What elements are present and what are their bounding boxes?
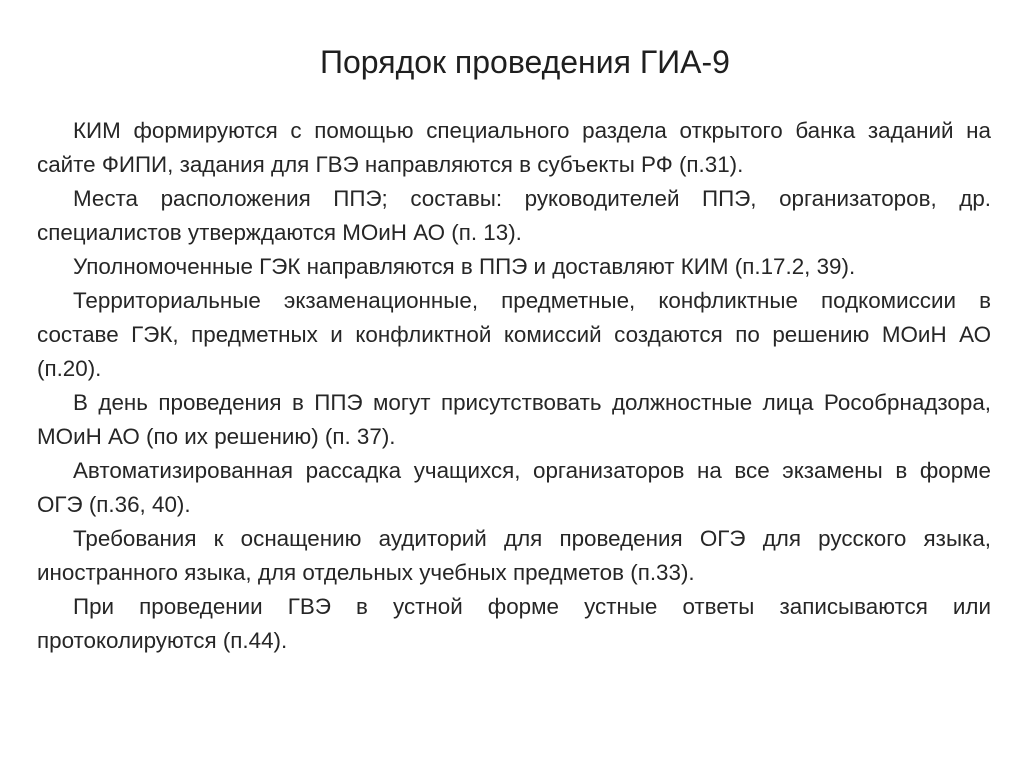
paragraph-kim: КИМ формируются с помощью специального раздела открытого банка заданий на сайте ФИПИ, задания для ГВЭ направляются в субъекты РФ (п.31).	[37, 118, 991, 177]
paragraph-gek-authorized: Уполномоченные ГЭК направляются в ППЭ и доставляют КИМ (п.17.2, 39).	[73, 254, 856, 279]
title-area	[0, 40, 1024, 84]
slide-body	[37, 114, 991, 658]
paragraph-subcommissions: Территориальные экзаменационные, предметные, конфликтные подкомиссии в составе ГЭК, предметных и конфликтной комиссий создаются по решению МОиН АО (п.20).	[37, 288, 991, 381]
paragraph-room-requirements: Требования к оснащению аудиторий для проведения ОГЭ для русского языка, иностранного языка, для отдельных учебных предметов (п.33).	[37, 526, 991, 585]
paragraph-officials: В день проведения в ППЭ могут присутствовать должностные лица Рособрнадзора, МОиН АО (по их решению) (п. 37).	[37, 390, 991, 449]
paragraph-seating: Автоматизированная рассадка учащихся, организаторов на все экзамены в форме ОГЭ (п.36, 40).	[37, 458, 991, 517]
slide-title: Порядок проведения ГИА-9	[320, 44, 730, 80]
paragraph-ppe-locations: Места расположения ППЭ; составы: руководителей ППЭ, организаторов, др. специалистов утверждаются МОиН АО (п. 13).	[37, 186, 991, 245]
paragraph-oral-answers: При проведении ГВЭ в устной форме устные ответы записываются или протоколируются (п.44).	[37, 594, 991, 653]
